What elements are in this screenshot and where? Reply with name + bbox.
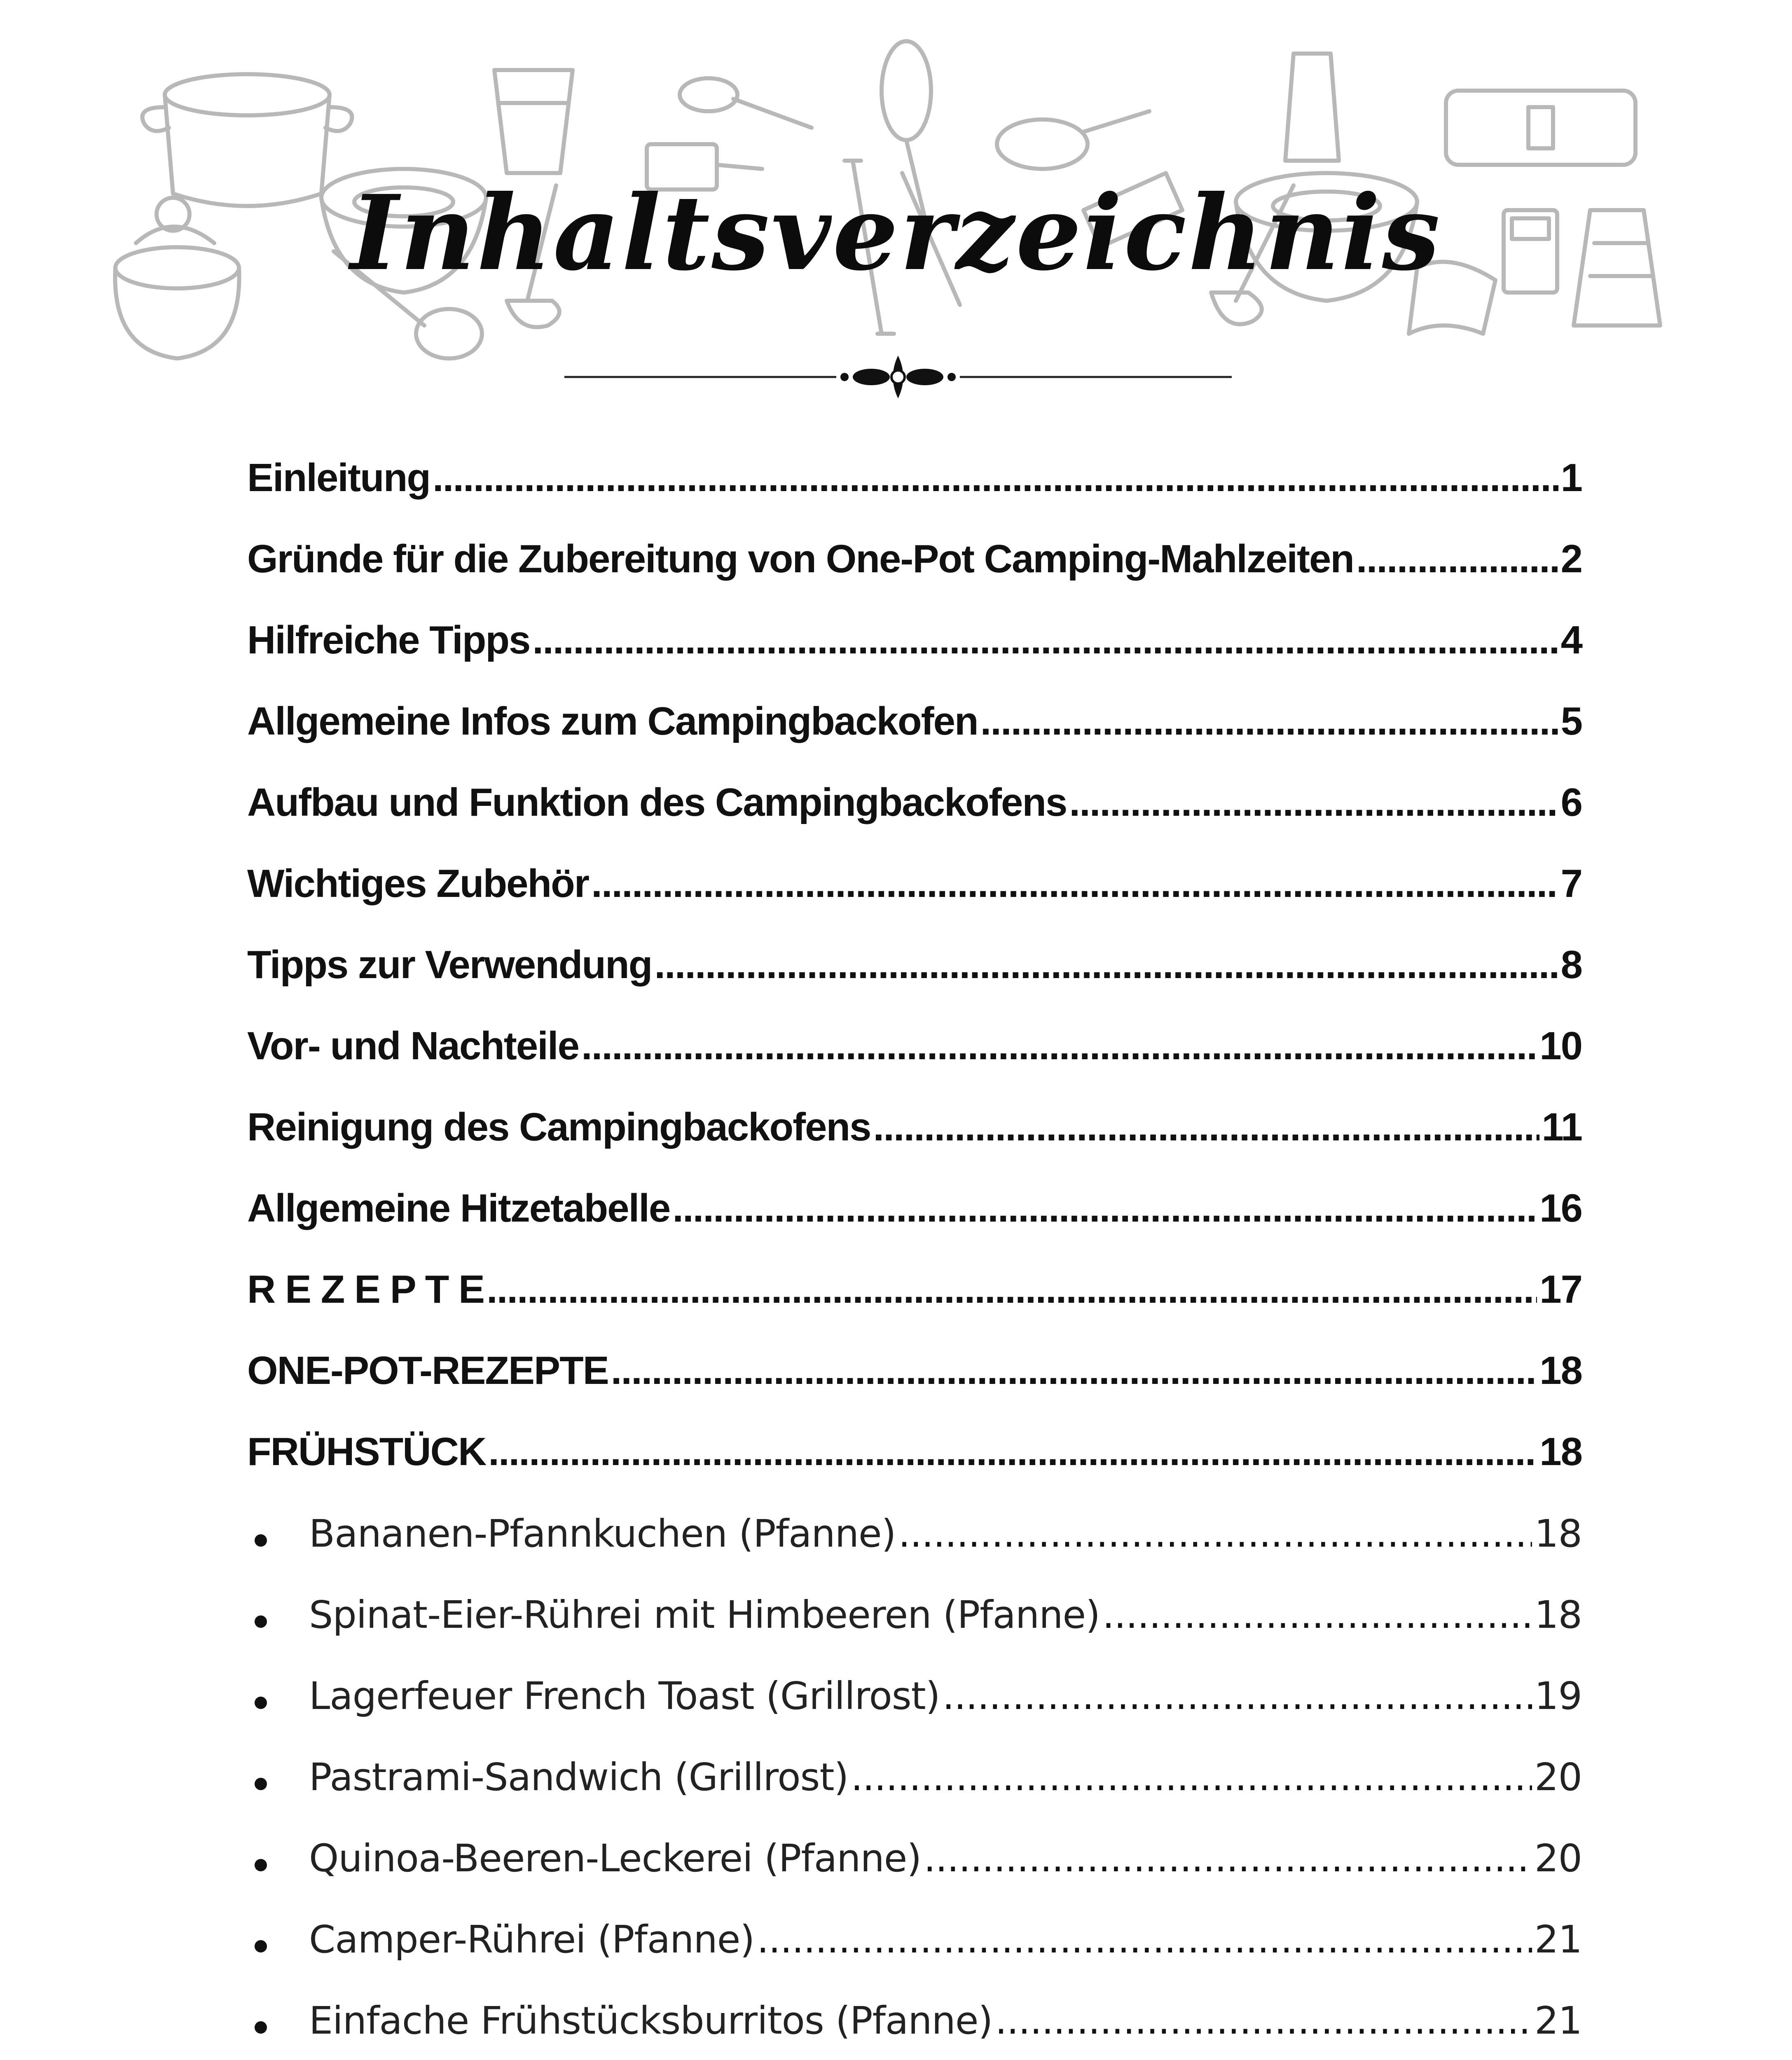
toc-entry-page: 1 <box>1560 456 1582 500</box>
toc-entry-einleitung[interactable] <box>247 428 1582 510</box>
toc-entry-page: 17 <box>1539 1267 1582 1311</box>
toc-entry-page: 6 <box>1560 780 1582 824</box>
toc-entry-label: FRÜHSTÜCK <box>247 1430 486 1474</box>
toc-entry-tipps-verwendung[interactable] <box>247 915 1582 997</box>
toc-dot-leader <box>980 699 1558 744</box>
bullet-icon <box>247 2001 309 2043</box>
toc-dot-leader <box>488 1429 1537 1475</box>
glass-icon <box>494 70 573 173</box>
toc-dot-leader <box>672 1186 1537 1231</box>
toc-dot-leader <box>873 1105 1539 1150</box>
toc-dot-leader <box>757 1917 1532 1962</box>
toc-dot-leader <box>433 455 1558 501</box>
toc-entry-label: Vor- und Nachteile <box>247 1024 579 1068</box>
toc-entry-label: Einleitung <box>247 456 430 500</box>
toc-subentry[interactable] <box>247 1889 1582 1971</box>
toc-entry-label: Quinoa-Beeren-Leckerei (Pfanne) <box>309 1836 922 1880</box>
toc-entry-vor-nachteile[interactable] <box>247 997 1582 1078</box>
toc-entry-label: Einfache Frühstücksburritos (Pfanne) <box>309 1999 993 2043</box>
toc-entry-zubehoer[interactable] <box>247 834 1582 915</box>
toc-dot-leader <box>924 1836 1532 1880</box>
toc-entry-page: 21 <box>1534 1917 1582 1962</box>
toc-entry-page: 16 <box>1539 1186 1582 1230</box>
bullet-icon <box>247 1839 309 1880</box>
toc-entry-label: Pastrami-Sandwich (Grillrost) <box>309 1755 849 1799</box>
toc-subentry[interactable] <box>247 1565 1582 1646</box>
toc-entry-page: 10 <box>1539 1024 1582 1068</box>
toc-entry-hilfreiche-tipps[interactable] <box>247 591 1582 672</box>
divider-ornament <box>564 352 1232 402</box>
toc-entry-page: 11 <box>1542 1105 1582 1149</box>
toc-dot-leader <box>487 1267 1537 1312</box>
bullet-icon <box>247 1515 309 1556</box>
toc-dot-leader <box>1069 780 1558 825</box>
toc-dot-leader <box>532 618 1558 663</box>
toc-entry-one-pot-rezepte[interactable] <box>247 1321 1582 1402</box>
toc-entry-fruehstueck[interactable] <box>247 1402 1582 1484</box>
toc-dot-leader <box>995 1999 1532 2043</box>
toc-subentry[interactable] <box>247 1971 1582 2052</box>
toc-entry-aufbau-funktion[interactable] <box>247 753 1582 834</box>
toc-subentry[interactable] <box>247 1727 1582 1808</box>
toc-subentry[interactable] <box>247 1484 1582 1565</box>
toc-entry-label: Lagerfeuer French Toast (Grillrost) <box>309 1674 940 1718</box>
page-title: Inhaltsverzeichnis <box>350 172 1442 293</box>
toc-entry-label: Bananen-Pfannkuchen (Pfanne) <box>309 1512 896 1556</box>
frying-pan-icon <box>997 111 1149 169</box>
toc-entry-page: 18 <box>1539 1430 1582 1474</box>
toc-dot-leader <box>851 1755 1532 1799</box>
toc-entry-label: R E Z E P T E <box>247 1267 484 1311</box>
toc-dot-leader <box>898 1512 1532 1556</box>
bullet-icon <box>247 1920 309 1962</box>
toc-entry-page: 2 <box>1560 537 1582 581</box>
toc-entry-page: 5 <box>1560 699 1582 743</box>
toc-dot-leader <box>1102 1593 1532 1637</box>
toc-dot-leader <box>591 861 1558 906</box>
bullet-icon <box>247 1677 309 1718</box>
toc-entry-label: Wichtiges Zubehör <box>247 861 589 906</box>
toc-entry-label: Allgemeine Hitzetabelle <box>247 1186 670 1230</box>
toc-entry-page: 8 <box>1560 943 1582 987</box>
toc-entry-page: 4 <box>1560 618 1582 662</box>
spoon-icon <box>680 78 812 128</box>
toc-dot-leader <box>581 1023 1537 1069</box>
toc-entry-allgemeine-infos[interactable] <box>247 672 1582 753</box>
toc-entry-label: Hilfreiche Tipps <box>247 618 530 662</box>
toc-dot-leader <box>943 1674 1532 1718</box>
toc-entry-page: 20 <box>1534 1755 1582 1799</box>
table-of-contents <box>247 428 1582 2060</box>
toc-entry-page: 7 <box>1560 861 1582 906</box>
toc-subentry[interactable] <box>247 1646 1582 1727</box>
toc-entry-page: 18 <box>1539 1348 1582 1393</box>
cake-ring-icon <box>1446 91 1635 165</box>
toc-entry-label: Spinat-Eier-Rührei mit Himbeeren (Pfanne) <box>309 1593 1100 1637</box>
toc-entry-label: Tipps zur Verwendung <box>247 943 652 987</box>
toc-subentry[interactable] <box>247 1808 1582 1889</box>
toc-dot-leader <box>611 1348 1537 1393</box>
toc-entry-label: Allgemeine Infos zum Campingbackofen <box>247 699 978 743</box>
toc-subentry[interactable] <box>247 2052 1582 2060</box>
bullet-icon <box>247 1596 309 1637</box>
toc-entry-page: 20 <box>1534 1836 1582 1880</box>
toc-entry-rezepte[interactable] <box>247 1240 1582 1321</box>
toc-entry-label: Camper-Rührei (Pfanne) <box>309 1917 755 1962</box>
toc-entry-label: ONE-POT-REZEPTE <box>247 1348 608 1393</box>
bullet-icon <box>247 1758 309 1799</box>
toc-entry-gruende[interactable] <box>247 510 1582 591</box>
toc-entry-page: 18 <box>1534 1593 1582 1637</box>
toc-entry-label: Aufbau und Funktion des Campingbackofens <box>247 780 1067 824</box>
toc-entry-hitzetabelle[interactable] <box>247 1159 1582 1240</box>
toc-entry-label: Gründe für die Zubereitung von One-Pot Camping-Mahlzeiten <box>247 537 1354 581</box>
jug-icon <box>1285 54 1339 161</box>
toc-entry-page: 19 <box>1534 1674 1582 1718</box>
toc-entry-reinigung[interactable] <box>247 1078 1582 1159</box>
toc-dot-leader <box>1356 536 1558 582</box>
toc-dot-leader <box>654 942 1558 988</box>
toc-entry-page: 21 <box>1534 1999 1582 2043</box>
toc-entry-label: Reinigung des Campingbackofens <box>247 1105 871 1149</box>
toc-entry-page: 18 <box>1534 1512 1582 1556</box>
